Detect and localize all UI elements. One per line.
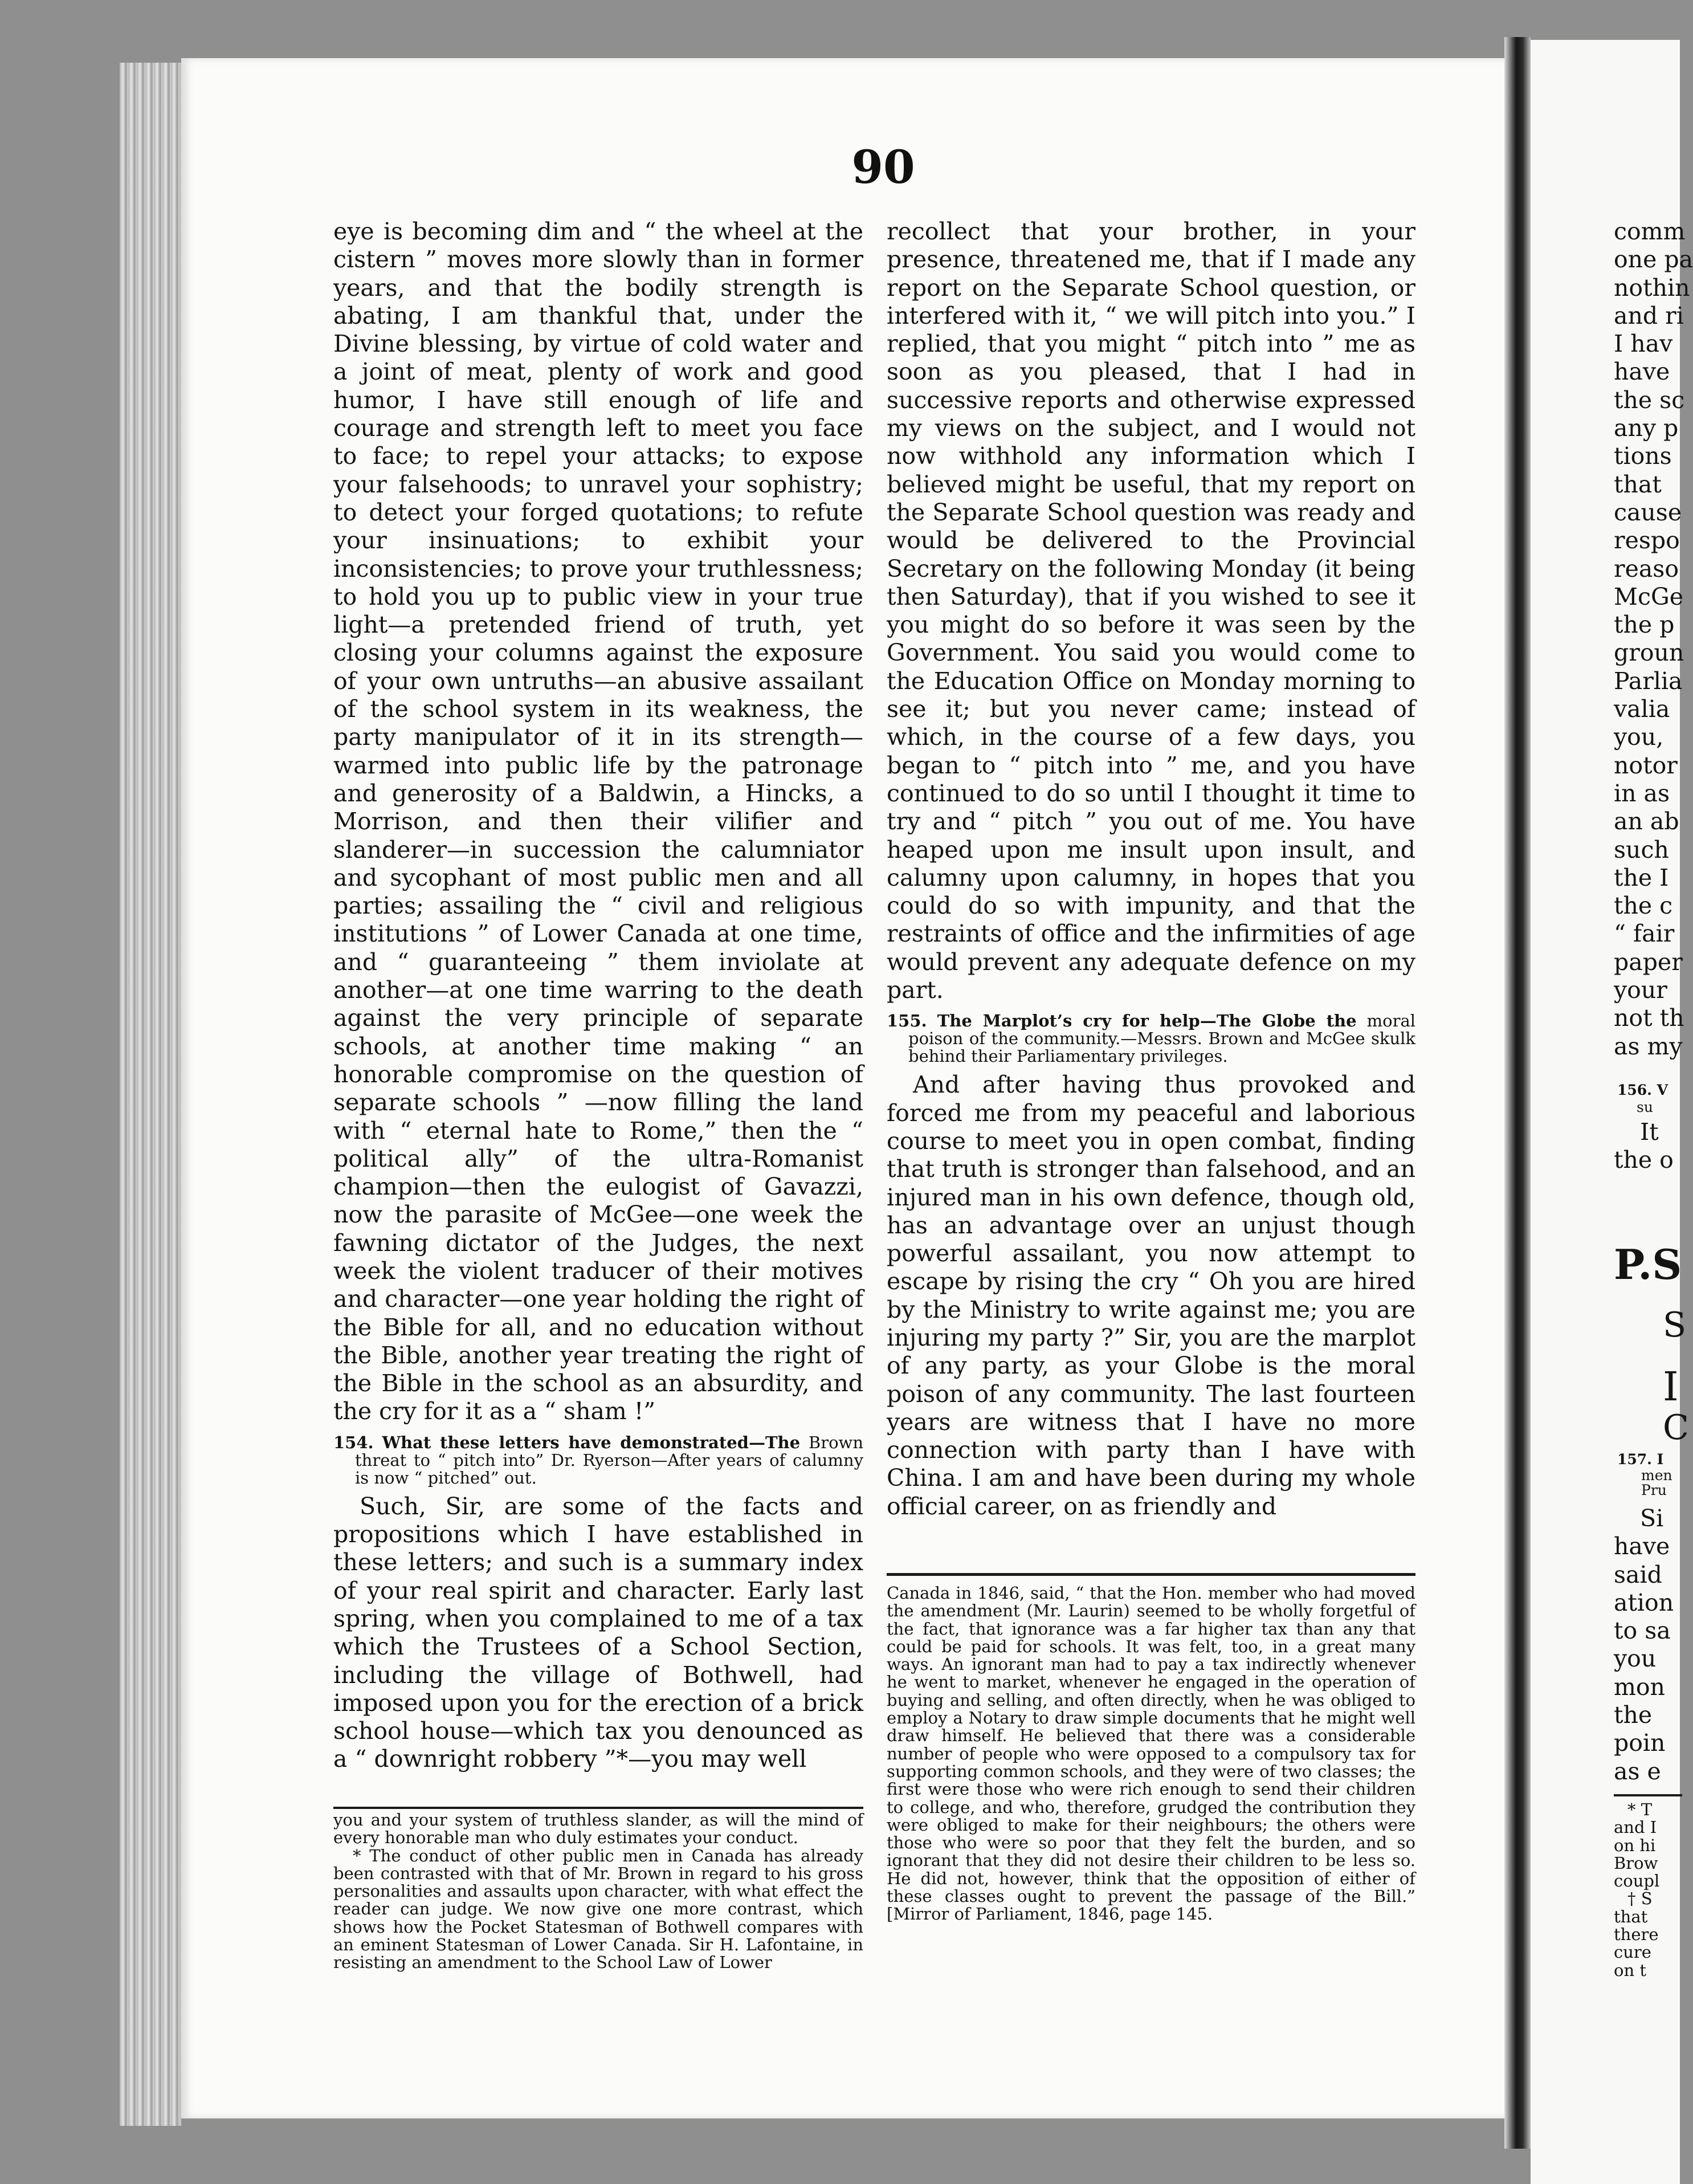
paragraph: And after having thus provoked and forced me from my peaceful and laborious course to meet you in open combat, finding that truth is stronger than falsehood, and an injured man in his own defence, though old, has an advantage over an unjust though powerful assailant, you now attempt to escape by rising the cry “ Oh you are hired by the Ministry to write against me; you are injuring my party ?” Sir, you are the marplot of any party, as your Globe is the moral poison of any community. The last fourteen years are witness that I have no more connection with party than I have with China. I am and have been during my whole official career, on as friendly and	[887, 1071, 1415, 1520]
adjacent-title-line: C	[1663, 1408, 1689, 1448]
text-fragment: nothin	[1614, 274, 1690, 301]
adjacent-footnote-rule	[1614, 1794, 1682, 1796]
left-footnotes	[333, 1811, 863, 1972]
text-fragment: McGe	[1614, 582, 1683, 610]
page-number: 90	[851, 140, 915, 194]
text-fragment: you	[1614, 1645, 1657, 1673]
text-fragment: “ fair	[1614, 920, 1675, 948]
adjacent-heading-157-sub: Pru	[1641, 1482, 1667, 1498]
text-fragment: coupl	[1614, 1871, 1660, 1891]
text-fragment: one pa	[1614, 246, 1693, 274]
text-fragment: you,	[1614, 723, 1664, 751]
paragraph: Such, Sir, are some of the facts and propositions which I have established in these letters; and such is a summary index of your real spirit and character. Early last spring, when you complained to me of a tax which the Trustees of a School Section, including the village of Bothwell, had imposed upon you for the erection of a brick school house—which tax you denounced as a “ downright robbery ”*—you may well	[333, 1492, 863, 1773]
section-title: What these letters have demonstrated—The	[382, 1432, 801, 1452]
footnote-rule-left	[333, 1807, 863, 1809]
book-spine-edge	[120, 63, 181, 2126]
text-fragment: not th	[1614, 1004, 1684, 1032]
adjacent-title-line: S	[1663, 1305, 1687, 1345]
text-fragment: Parlia	[1614, 667, 1683, 695]
text-fragment: comm	[1614, 218, 1686, 245]
text-fragment: your	[1614, 976, 1667, 1004]
section-number: 154.	[333, 1432, 374, 1452]
text-fragment: and I	[1614, 1818, 1657, 1837]
text-fragment: have	[1614, 358, 1670, 386]
text-fragment: cure	[1614, 1942, 1651, 1962]
section-heading-155	[887, 1012, 1415, 1065]
text-fragment: as my	[1614, 1032, 1683, 1060]
adjacent-title-line: I	[1663, 1363, 1679, 1410]
text-fragment: I hav	[1614, 330, 1673, 358]
right-footnotes	[887, 1584, 1415, 1924]
text-fragment: Brow	[1614, 1853, 1658, 1873]
text-fragment: mon	[1614, 1673, 1665, 1701]
text-fragment: tions	[1614, 442, 1672, 470]
adjacent-title-ps: P.S	[1614, 1240, 1682, 1289]
text-fragment: on t	[1614, 1960, 1647, 1980]
section-heading-154	[333, 1434, 863, 1487]
text-fragment: the p	[1614, 611, 1675, 639]
text-fragment: such	[1614, 836, 1669, 863]
text-fragment: respo	[1614, 527, 1680, 555]
text-fragment: on hi	[1614, 1835, 1656, 1855]
adjacent-page-text-bottom	[1614, 1505, 1688, 1786]
text-fragment: valia	[1614, 695, 1670, 723]
adjacent-heading-157: 157. I	[1617, 1451, 1664, 1468]
text-fragment: It	[1640, 1118, 1659, 1146]
text-fragment: the I	[1614, 863, 1669, 891]
adjacent-heading-157-sub: men	[1641, 1467, 1672, 1484]
text-fragment: to sa	[1614, 1617, 1671, 1645]
section-summary: moral poison of the community.—Messrs. Brown and McGee skulk behind their Parliamentary privileges.	[908, 1011, 1416, 1066]
adjacent-page-text-top	[1614, 218, 1693, 1061]
text-fragment: any p	[1614, 414, 1679, 442]
text-fragment: the sc	[1614, 386, 1685, 414]
text-fragment: the c	[1614, 892, 1673, 920]
paragraph: eye is becoming dim and “ the wheel at the cistern ” moves more slowly than in former years, and that the bodily strength is abating, I am thankful that, under the Divine blessing, by virtue of cold water and a joint of meat, plenty of work and good humor, I have still enough of life and courage and strength left to meet you face to face; to repel your attacks; to expose your falsehoods; to unravel your sophistry; to detect your forged quotations; to refute your insinuations; to exhibit your inconsistencies; to prove your truthlessness; to hold you up to public view in your true light—a pretended friend of truth, yet closing your columns against the exposure of your own untruths—an abusive assailant of the school system in its weakness, the party manipulator of it in its strength—warmed into public life by the patronage and generosity of a Baldwin, a Hincks, a Morrison, and then their vilifier and slanderer—in succession the calumniator and sycophant of most public men and all parties; assailing the “ civil and religious institutions ” of Lower Canada at one time, and “ guaranteeing ” them inviolate at another—at one time warring to the death against the very principle of separate schools, at another time making “ an honorable compromise on the question of separate schools ” —now filling the land with “ eternal hate to Rome,” then the “ political ally” of the ultra-Romanist champion—then the eulogist of Gavazzi, now the parasite of McGee—one week the fawning dictator of the Judges, the next week the violent traducer of their motives and character—one year holding the right of the Bible for all, and no education without the Bible, another year treating the right of the Bible in the school as an absurdity, and the cry for it as a “ sham !”	[333, 218, 863, 1425]
adjacent-page-text-mid	[1614, 1118, 1688, 1175]
section-summary: Brown threat to “ pitch into” Dr. Ryerson—After years of calumny is now “ pitched” out.	[355, 1432, 864, 1488]
left-column	[333, 218, 863, 1774]
text-fragment: notor	[1614, 751, 1678, 779]
text-fragment: an ab	[1614, 808, 1679, 836]
text-fragment: groun	[1614, 639, 1684, 667]
text-fragment: the	[1614, 1701, 1653, 1729]
text-fragment: † S	[1627, 1889, 1653, 1909]
text-fragment: ation	[1614, 1588, 1674, 1616]
paragraph: recollect that your brother, in your presence, threatened me, that if I made any report on the Separate School question, or interfered with it, “ we will pitch into you.” I replied, that you might “ pitch into ” me as soon as you pleased, that I had in successive reports and otherwise expressed my views on the subject, and I would not now withhold any information which I believed might be useful, that my report on the Separate School question was ready and would be delivered to the Provincial Secretary on the following Monday (it being then Saturday), that if you wished to see it you might do so before it was seen by the Government. You said you would come to the Education Office on Monday morning to see it; but you never came; instead of which, in the course of a few days, you began to “ pitch into ” me, and you have continued to do so until I thought it time to try and “ pitch ” you out of me. You have heaped upon me insult upon insult, and calumny upon calumny, in hopes that you could do so with impunity, and that the restraints of office and the infirmities of age would prevent any adequate defence on my part.	[887, 218, 1415, 1004]
text-fragment: Si	[1640, 1505, 1664, 1532]
text-fragment: cause	[1614, 498, 1682, 526]
text-fragment: * T	[1627, 1800, 1653, 1819]
text-fragment: said	[1614, 1560, 1662, 1588]
text-fragment: and ri	[1614, 301, 1684, 329]
footnote: * The conduct of other public men in Canada has already been contrasted with that of Mr. Brown in regard to his gross personalities and assaults upon character, with what effect the reader can judge. We now give one more contrast, which shows how the Pocket Statesman of Bothwell compares with an eminent Statesman of Lower Canada. Sir H. Lafontaine, in resisting an amendment to the School Law of Lower	[333, 1845, 863, 1973]
footnote-continuation: Canada in 1846, said, “ that the Hon. member who had moved the amendment (Mr. Laurin) seemed to be wholly forgetful of the fact, that ignorance was a far higher tax than any that could be paid for schools. It was felt, too, in a great many ways. An ignorant man had to pay a tax indirectly whenever he went to market, whenever he engaged in the operation of buying and selling, and often directly, when he was obliged to employ a Notary to draw simple documents that he might well draw himself. He believed that there was a considerable number of people who were opposed to a compulsory tax for supporting common schools, and they were of two classes; the first were those who were rich enough to send their children to college, and who, therefore, grudged the contribution they were obliged to make for their neighbours; the others were those who were so poor that they felt the burden, and so ignorant that they did not desire their children to be less so. He did not, however, think that the opposition of either of these classes ought to prevent the passage of the Bill.” [Mirror of Parliament, 1846, page 145.	[887, 1583, 1415, 1924]
right-column	[887, 218, 1415, 1521]
text-fragment: paper	[1614, 948, 1683, 976]
adjacent-page-footnotes	[1614, 1801, 1688, 1979]
text-fragment: there	[1614, 1925, 1659, 1945]
adjacent-heading-156-sub: su	[1637, 1099, 1653, 1115]
text-fragment: the o	[1614, 1146, 1674, 1174]
footnote-rule-right	[887, 1573, 1415, 1576]
text-fragment: as e	[1614, 1757, 1661, 1785]
footnote-continuation: you and your system of truthless slander, as will the mind of every honorable man who duly estimates your conduct.	[333, 1810, 863, 1848]
text-fragment: that	[1614, 1906, 1648, 1926]
section-title: The Marplot’s cry for help—The Globe the	[937, 1011, 1357, 1031]
text-fragment: reaso	[1614, 555, 1679, 582]
text-fragment: in as	[1614, 779, 1670, 807]
text-fragment: poin	[1614, 1729, 1666, 1757]
text-fragment: have	[1614, 1533, 1670, 1560]
book-gutter	[1504, 37, 1531, 2149]
section-number: 155.	[887, 1011, 927, 1031]
text-fragment: that	[1614, 470, 1662, 498]
adjacent-heading-156: 156. V	[1617, 1082, 1668, 1098]
